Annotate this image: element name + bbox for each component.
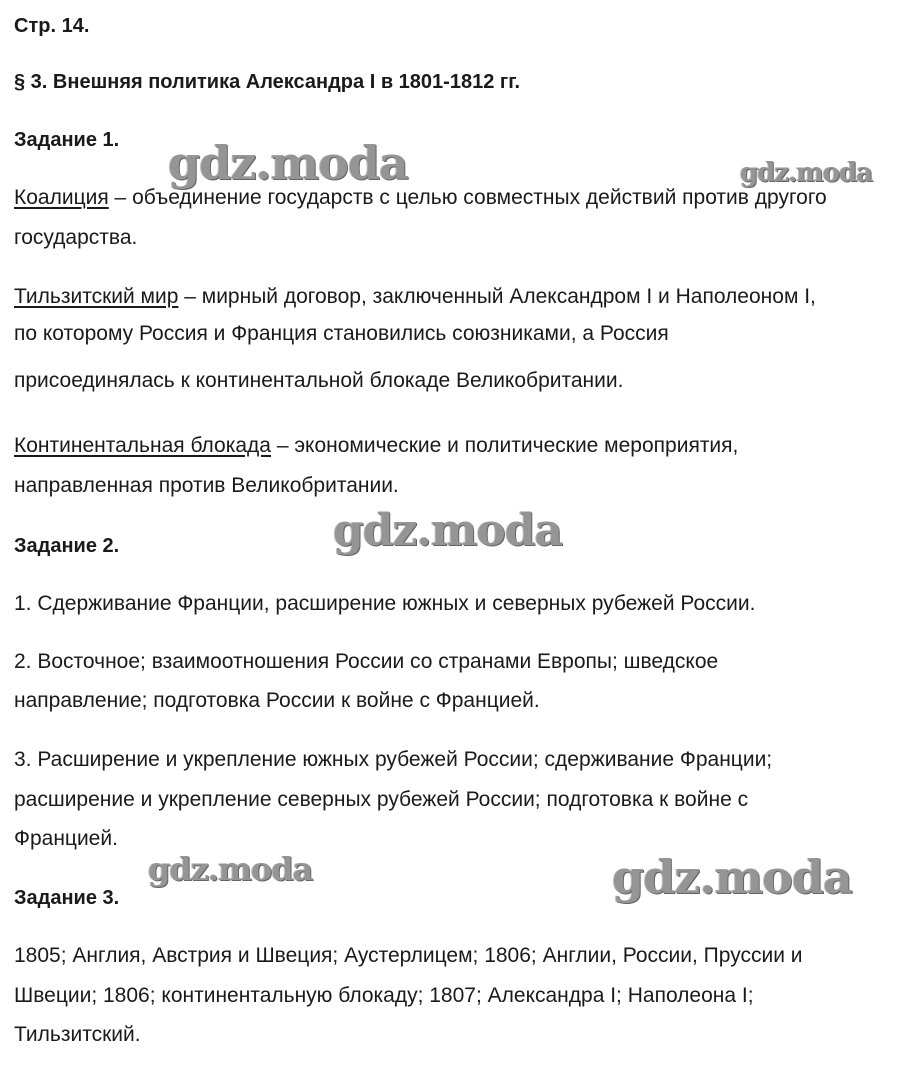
watermark-logo: gdz.moda — [612, 850, 852, 904]
definition-tilsit-line3: присоединялась к континентальной блокаде Великобритании. — [14, 369, 624, 392]
task2-item3-line1: 3. Расширение и укрепление южных рубежей России; сдерживание Франции; — [14, 748, 773, 771]
task2-item3-line2: расширение и укрепление северных рубежей России; подготовка к войне с — [14, 788, 749, 811]
task2-item3-line3: Францией. — [14, 827, 118, 850]
task3-line2: Швеции; 1806; континентальную блокаду; 1807; Александра I; Наполеона I; — [14, 984, 754, 1007]
task1-heading: Задание 1. — [14, 129, 120, 151]
task2-item2-line2: направление; подготовка России к войне с Францией. — [14, 689, 540, 712]
task3-heading: Задание 3. — [14, 887, 120, 909]
definition-tilsit-line2: по которому Россия и Франция становились союзниками, а Россия — [14, 322, 669, 345]
watermark-logo: gdz.moda — [168, 136, 408, 190]
definition-blockade-line1 — [14, 434, 738, 458]
definition-coalition-line2: государства. — [14, 226, 138, 249]
definition-text: – экономические и политические мероприятия, — [270, 434, 739, 457]
definition-blockade-line2: направленная против Великобритании. — [14, 474, 399, 497]
section-title: § 3. Внешняя политика Александра I в 1801-1812 гг. — [14, 71, 521, 93]
task3-line3: Тильзитский. — [14, 1023, 141, 1046]
task2-item1: 1. Сдерживание Франции, расширение южных и северных рубежей России. — [14, 592, 756, 615]
term-tilsit: Тильзитский мир — [14, 285, 179, 308]
task3-line1: 1805; Англия, Австрия и Швеция; Аустерлицем; 1806; Англии, России, Пруссии и — [14, 944, 803, 967]
term-blockade: Континентальная блокада — [14, 434, 271, 457]
term-coalition: Коалиция — [14, 186, 109, 209]
definition-text: – объединение государств с целью совместных действий против другого — [108, 186, 827, 209]
watermark-logo: gdz.moda — [148, 850, 313, 888]
task2-item2-line1: 2. Восточное; взаимоотношения России со странами Европы; шведское — [14, 650, 719, 673]
task2-heading: Задание 2. — [14, 535, 120, 557]
definition-coalition-line1 — [14, 186, 827, 210]
watermark-logo: gdz.moda — [333, 505, 563, 556]
page-number: Стр. 14. — [14, 15, 90, 37]
watermark-logo: gdz.moda — [740, 158, 873, 188]
definition-text: – мирный договор, заключенный Александром I и Наполеоном I, — [178, 285, 816, 308]
definition-tilsit-line1 — [14, 285, 816, 309]
